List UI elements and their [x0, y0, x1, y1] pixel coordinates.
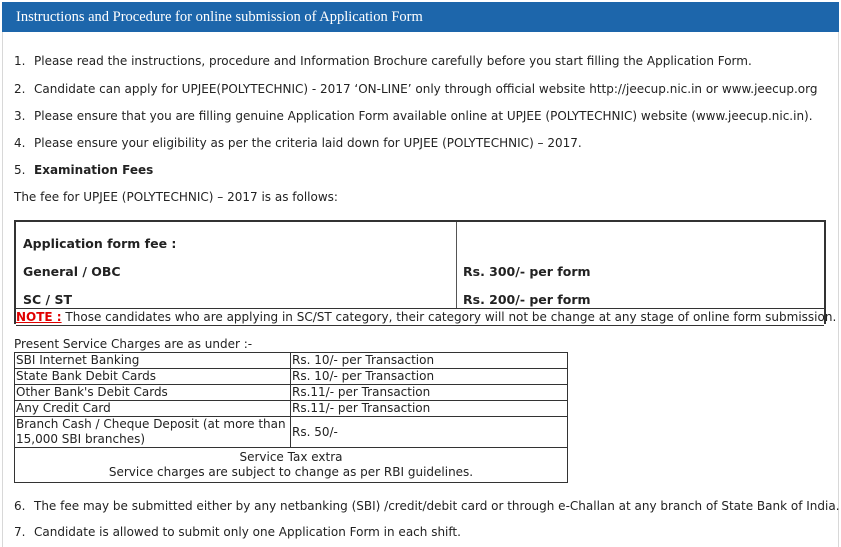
- item-number: 1.: [14, 54, 26, 68]
- service-tax-note: Service Tax extra: [239, 450, 343, 464]
- service-charges-table: [14, 352, 568, 483]
- service-charges-caption: Present Service Charges are as under :-: [14, 337, 253, 351]
- fee-note: [16, 308, 837, 326]
- table-row: [15, 369, 568, 385]
- payment-mode-cell: State Bank Debit Cards: [15, 369, 291, 385]
- charge-cell: Rs. 10/- per Transaction: [291, 369, 568, 385]
- table-row: [15, 385, 568, 401]
- page-title: Instructions and Procedure for online submission of Application Form: [16, 9, 423, 25]
- service-charges-footer: [15, 448, 568, 483]
- item-text: Please ensure your eligibility as per the criteria laid down for UPJEE (POLYTECHNIC) – 2017.: [34, 136, 582, 150]
- item-text: The fee may be submitted either by any netbanking (SBI) /credit/debit card or through e-Challan at any branch of State Bank of India.: [34, 499, 840, 513]
- fee-category-general: General / OBC: [23, 264, 121, 279]
- charge-cell: Rs.11/- per Transaction: [291, 401, 568, 417]
- charge-cell: Rs.11/- per Transaction: [291, 385, 568, 401]
- instruction-item-7: [14, 524, 461, 540]
- item-number: 4.: [14, 136, 26, 150]
- rbi-guidelines-note: Service charges are subject to change as per RBI guidelines.: [108, 465, 474, 479]
- item-text: Please ensure that you are filling genuine Application Form available online at UPJEE (POLYTECHNIC) website (www.jeecup.nic.in).: [34, 109, 813, 123]
- instruction-item-3: [14, 108, 813, 124]
- note-label: NOTE :: [16, 310, 62, 324]
- item-text: Candidate can apply for UPJEE(POLYTECHNIC) - 2017 ‘ON-LINE’ only through official website http://jeecup.nic.in or www.jeecup.org: [34, 82, 818, 96]
- fee-intro-text: The fee for UPJEE (POLYTECHNIC) – 2017 is as follows:: [14, 190, 338, 204]
- table-row: [15, 417, 568, 448]
- item-number: 7.: [14, 525, 26, 539]
- instruction-item-5: [14, 162, 153, 178]
- note-text: Those candidates who are applying in SC/ST category, their category will not be change at any stage of online form submission.: [61, 310, 837, 324]
- item-text: Please read the instructions, procedure and Information Brochure carefully before you start filling the Application Form.: [34, 54, 752, 68]
- fee-intro: [14, 189, 338, 205]
- fee-table: [14, 220, 837, 324]
- payment-mode-cell: Other Bank's Debit Cards: [15, 385, 291, 401]
- instruction-item-4: [14, 135, 582, 151]
- page-header: [2, 2, 839, 32]
- table-row: [15, 401, 568, 417]
- payment-mode-cell: SBI Internet Banking: [15, 353, 291, 369]
- instruction-item-6: [14, 498, 840, 514]
- instruction-item-2: [14, 81, 817, 97]
- fee-category-sc-st: SC / ST: [23, 292, 72, 307]
- item-number: 5.: [14, 163, 26, 177]
- table-row: [15, 353, 568, 369]
- fee-heading: Application form fee :: [23, 236, 177, 251]
- charge-cell: Rs. 10/- per Transaction: [291, 353, 568, 369]
- item-number: 6.: [14, 499, 26, 513]
- payment-mode-cell: Branch Cash / Cheque Deposit (at more than 15,000 SBI branches): [15, 417, 291, 448]
- item-number: 3.: [14, 109, 26, 123]
- instruction-item-1: [14, 53, 752, 69]
- item-text: Candidate is allowed to submit only one Application Form in each shift.: [34, 525, 461, 539]
- section-heading-examination-fees: Examination Fees: [34, 163, 154, 177]
- fee-column-divider: [456, 222, 457, 308]
- fee-amount-general: Rs. 300/- per form: [463, 264, 591, 279]
- charge-cell: Rs. 50/-: [291, 417, 568, 448]
- table-row: [15, 448, 568, 483]
- payment-mode-cell: Any Credit Card: [15, 401, 291, 417]
- item-number: 2.: [14, 82, 26, 96]
- fee-amount-sc-st: Rs. 200/- per form: [463, 292, 591, 307]
